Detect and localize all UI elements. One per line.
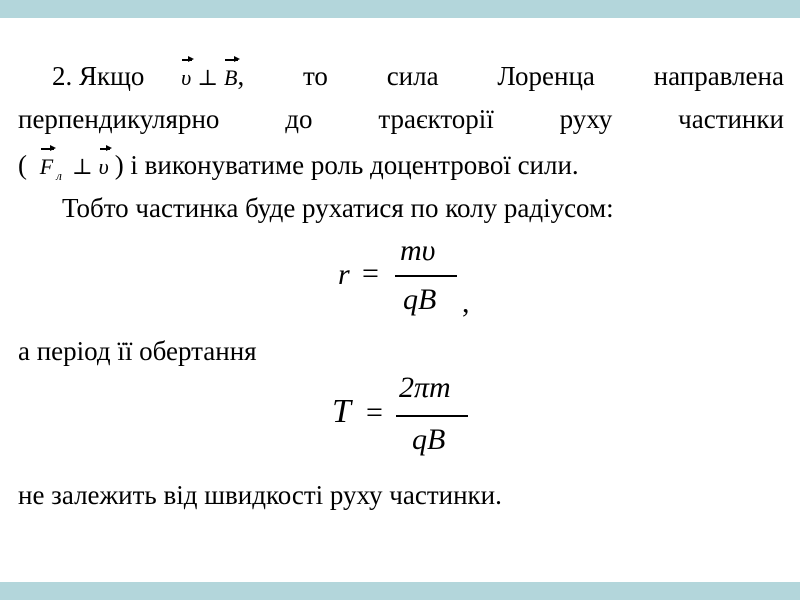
bottom-decorative-bar	[0, 582, 800, 600]
open-paren: (	[18, 150, 27, 180]
formula-r-equals: =	[362, 257, 379, 290]
word: до	[285, 104, 313, 134]
word: направлена	[653, 61, 784, 91]
word: руху	[559, 104, 613, 134]
formula-r-numerator: mυ	[400, 234, 436, 267]
condition-phrase	[18, 61, 244, 93]
formula-r-denominator: qB	[403, 283, 437, 316]
paragraph-2: Тобто частинка буде рухатися по колу радіусом:	[62, 193, 614, 223]
velocity-vector: υ	[99, 152, 109, 182]
perpendicular-symbol: ⊥	[197, 65, 218, 90]
perpendicular-symbol: ⊥	[71, 154, 93, 179]
formula-T-fraction-line	[396, 415, 468, 417]
force-formula	[39, 150, 109, 183]
comma: ,	[237, 61, 245, 91]
final-text: не залежить від швидкості руху частинки.	[18, 480, 502, 510]
formula-T-numerator: 2πm	[399, 371, 451, 404]
word: сила	[386, 61, 439, 91]
force-subscript: л	[56, 168, 62, 183]
word: частинки	[678, 104, 784, 134]
item-number: 2.	[52, 61, 73, 91]
formula-T-equals: =	[366, 396, 383, 429]
field-vector: B	[224, 63, 237, 93]
velocity-vector: υ	[181, 63, 191, 93]
word: траєкторії	[378, 104, 494, 134]
word: Лоренца	[497, 61, 595, 91]
condition-formula	[181, 61, 237, 91]
paragraph-1-line-2	[18, 104, 784, 134]
paragraph-1-line-1	[18, 61, 784, 93]
top-decorative-bar	[0, 0, 800, 18]
word: то	[302, 61, 328, 91]
paragraph-1-line-3	[18, 150, 579, 185]
formula-r-lhs: r	[338, 258, 350, 291]
formula-r-comma: ,	[462, 286, 470, 319]
word: перпендикулярно	[18, 104, 220, 134]
lorentz-force-vector: F	[40, 152, 53, 182]
period-text: а період її обертання	[18, 336, 257, 366]
line-3-rest: ) і виконуватиме роль доцентрової сили.	[114, 150, 579, 180]
word-if: Якщо	[79, 61, 145, 91]
formula-T-denominator: qB	[412, 423, 446, 456]
formula-r-fraction-line	[395, 275, 457, 277]
formula-T-lhs: T	[332, 393, 351, 430]
